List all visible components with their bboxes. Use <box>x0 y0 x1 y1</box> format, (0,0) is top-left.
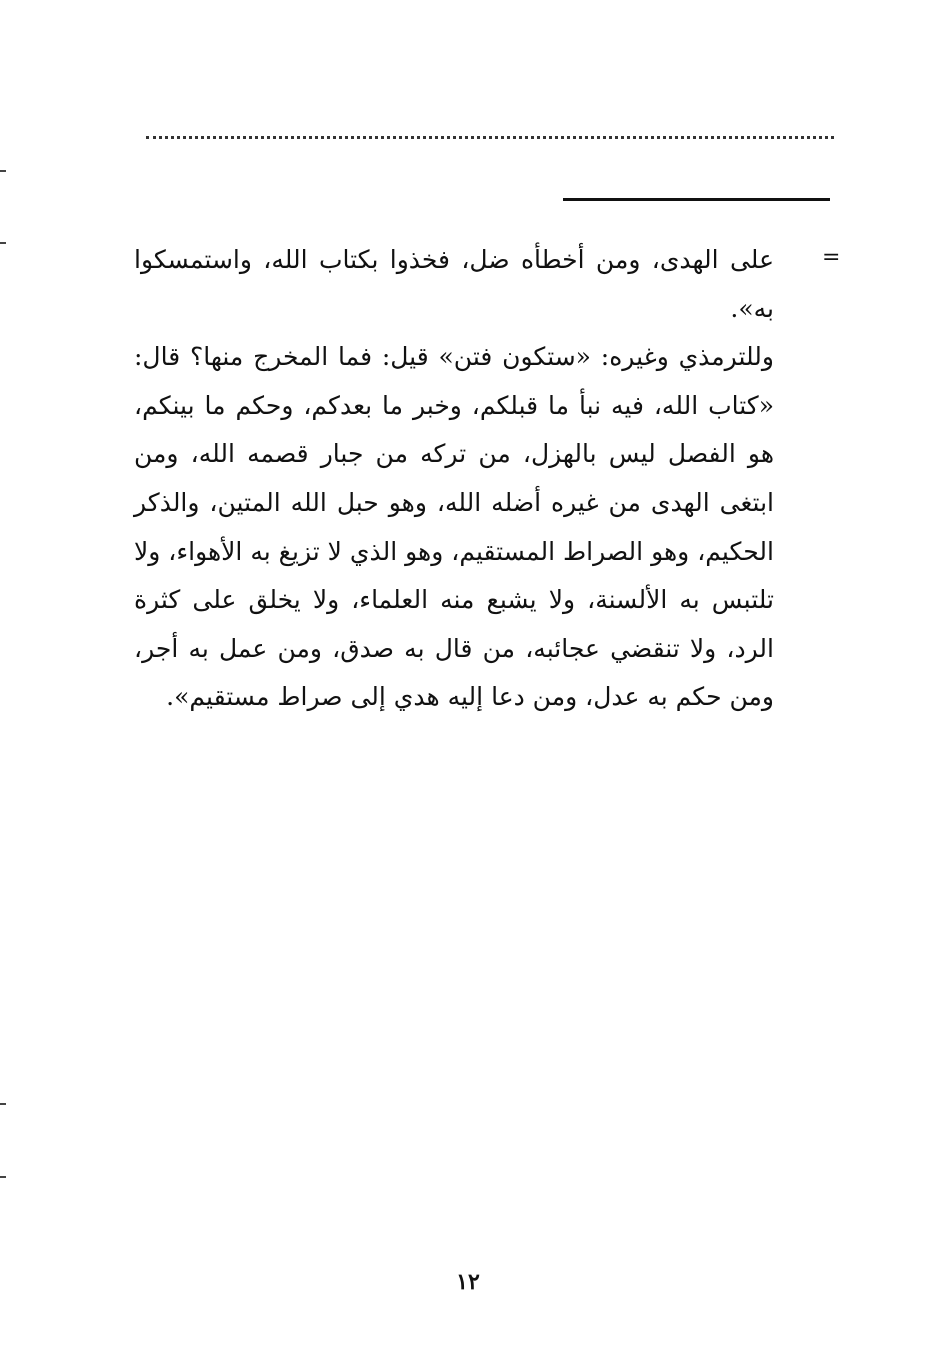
page-number: ١٢ <box>456 1269 480 1295</box>
footnote-text <box>134 236 774 722</box>
scan-edge-mark <box>0 1176 6 1178</box>
footnote-paragraph-1: على الهدى، ومن أخطأه ضل، فخذوا بكتاب الله، واستمسكوا به». <box>134 245 774 323</box>
scan-edge-mark <box>0 242 6 244</box>
scan-edge-mark <box>0 1103 6 1105</box>
continuation-mark: = <box>822 245 841 270</box>
dotted-separator <box>146 136 834 139</box>
scan-edge-mark <box>0 170 6 172</box>
footnote-paragraph-2: وللترمذي وغيره: «ستكون فتن» قيل: فما المخرج منها؟ قال: «كتاب الله، فيه نبأ ما قبلكم، وخبر ما بعدكم، وحكم ما بينكم، هو الفصل ليس بالهزل، من تركه من جبار قصمه الله، ومن ابتغى الهدى من غيره أضله الله، وهو حبل الله المتين، والذكر الحكيم، وهو الصراط المستقيم، وهو الذي لا تزيغ به الأهواء، ولا تلتبس به الألسنة، ولا يشبع منه العلماء، ولا يخلق على كثرة الرد، ولا تنقضي عجائبه، من قال به صدق، ومن عمل به أجر، ومن حكم به عدل، ومن دعا إليه هدي إلى صراط مستقيم». <box>134 342 774 712</box>
footnote-separator <box>563 198 830 201</box>
